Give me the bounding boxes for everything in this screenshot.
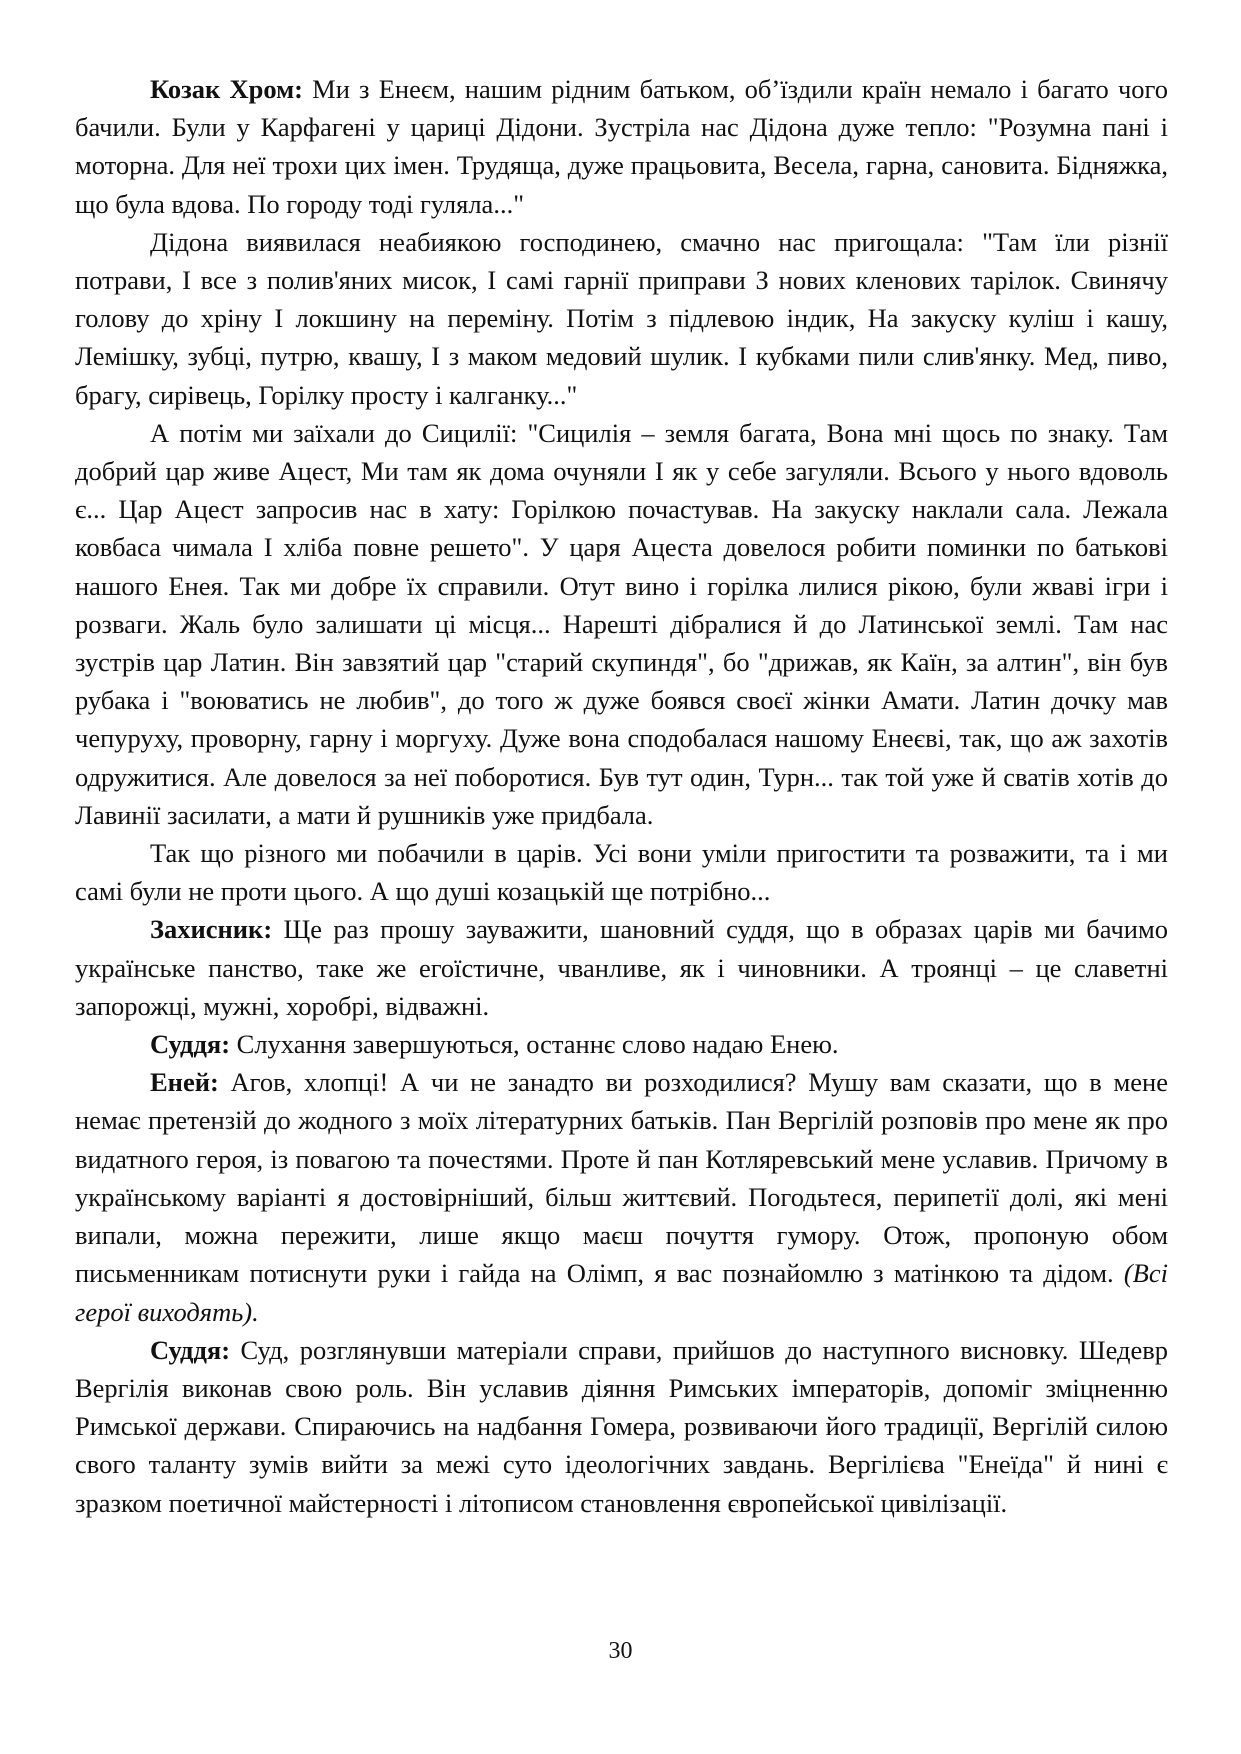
paragraph-text: Так що різного ми побачили в царів. Усі вони уміли пригостити та розважити, та і ми самі були не проти цього. А що душі козацькій ще потрібно...	[75, 838, 1168, 907]
speaker-label: Еней:	[150, 1067, 219, 1098]
paragraph-text: Слухання завершуються, останнє слово надаю Енею.	[230, 1029, 839, 1060]
speaker-label: Захисник:	[150, 914, 273, 945]
paragraph-kings	[75, 834, 1168, 910]
speaker-label: Козак Хром:	[150, 74, 303, 104]
paragraph-text: Ще раз прошу зауважити, шановний суддя, що в образах царів ми бачимо українське панство, таке же егоїстичне, чванливе, як і чиновники. А троянці – це славетні запорожці, мужні, хоробрі, відважні.	[75, 914, 1168, 1021]
paragraph-text: Ми з Енеєм, нашим рідним батьком, об’їздили країн немало і багато чого бачили. Були у Карфагені у цариці Дідони. Зустріла нас Дідона дуже тепло: "Розумна пані і моторна. Для неї трохи цих імен. Трудяща, дуже працьовита, Весела, гарна, сановита. Бідняжка, що була вдова. По городу тоді гуляла..."	[75, 74, 1168, 219]
speaker-label: Суддя:	[150, 1029, 231, 1060]
paragraph-text: Дідона виявилася неабиякою господинею, смачно нас пригощала: "Там їли різнії потрави, І все з полив'яних мисок, І самі гарнії приправи З нових кленових тарілок. Свинячу голову до хріну І локшину на переміну. Потім з підлевою індик, На закуску куліш і кашу, Лемішку, зубці, путрю, квашу, І з маком медовий шулик. І кубками пили слив'янку. Мед, пиво, брагу, сирівець, Горілку просту і калганку..."	[75, 226, 1168, 410]
paragraph-didona	[75, 223, 1168, 414]
paragraph-suddia-2	[75, 1331, 1168, 1522]
paragraph-text: Суд, розглянувши матеріали справи, прийшов до наступного висновку. Шедевр Вергілія виконав свою роль. Він уславив діяння Римських імператорів, допоміг зміцненню Римської держави. Спираючись на надбання Гомера, розвиваючи його традиції, Вергілій силою свого таланту зумів вийти за межі суто ідеологічних завдань. Вергілієва "Енеїда" й нині є зразком поетичної майстерності і літописом становлення європейської цивілізації.	[75, 1334, 1168, 1518]
document-body	[75, 70, 1168, 1522]
paragraph-zakhysnyk	[75, 910, 1168, 1025]
paragraph-sicily	[75, 414, 1168, 834]
paragraph-enei	[75, 1063, 1168, 1330]
paragraph-text: Агов, хлопці! А чи не занадто ви розходилися? Мушу вам сказати, що в мене немає претензій до жодного з моїх літературних батьків. Пан Вергілій розповів про мене як про видатного героя, із повагою та почестями. Проте й пан Котляревський мене уславив. Причому в українському варіанті я достовірніший, більш життєвий. Погодьтеся, перипетії долі, які мені випали, можна пережити, лише якщо маєш почуття гумору. Отож, пропоную обом письменникам потиснути руки і гайда на Олімп, я вас познайомлю з матінкою та дідом.	[75, 1067, 1168, 1289]
stage-direction: (Всі герої виходять).	[75, 1258, 1168, 1327]
speaker-label: Суддя:	[150, 1334, 231, 1365]
paragraph-kozak-khrom	[75, 70, 1168, 223]
page-number: 30	[608, 1638, 633, 1664]
paragraph-suddia-1	[75, 1025, 1168, 1063]
paragraph-text: А потім ми заїхали до Сицилії: "Сицилія – земля багата, Вона мні щось по знаку. Там добрий цар живе Ацест, Ми там як дома очуняли І як у себе загуляли. Всього у нього вдоволь є... Цар Ацест запросив нас в хату: Горілкою почастував. На закуску наклали сала. Лежала ковбаса чимала І хліба повне решето". У царя Ацеста довелося робити поминки по батькові нашого Енея. Так ми добре їх справили. Отут вино і горілка лилися рікою, були жваві ігри і розваги. Жаль було залишати ці місця... Нарешті дібралися й до Латинської землі. Там нас зустрів цар Латин. Він завзятий цар "старий скупиндя", бо "дрижав, як Каїн, за алтин", він був рубака і "воюватись не любив", до того ж дуже боявся своєї жінки Амати. Латин дочку мав чепуруху, проворну, гарну і моргуху. Дуже вона сподобалася нашому Енеєві, так, що аж захотів одружитися. Але довелося за неї поборотися. Був тут один, Турн... так той уже й сватів хотів до Лавинії засилати, а мати й рушників уже придбала.	[75, 417, 1168, 830]
